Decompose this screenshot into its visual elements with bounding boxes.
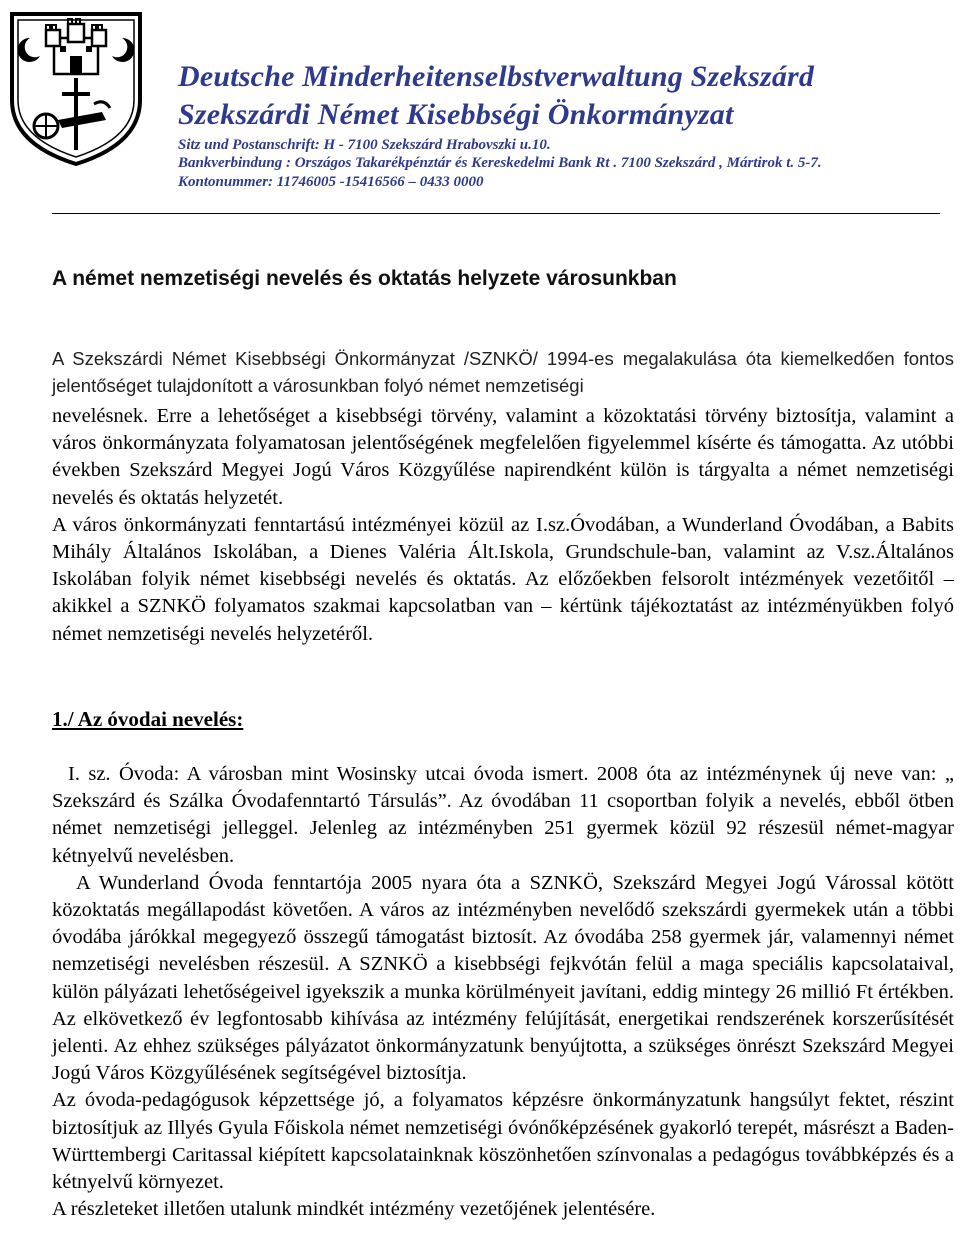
paragraph-kindergarten-3: Az óvoda-pedagógusok képzettsége jó, a folyamatos képzésre önkormányzatunk hangsúlyt fektet, részint biztosítjuk az Illyés Gyula Főiskola német nemzetiségi óvónőképzésének gyakorló terepét, másrészt a Baden-Württembergi Caritassal kiépített kapcsolatainknak köszönhetően színvonalas a pedagógus továbbképzés és a kétnyelvű környezet. [52, 1089, 954, 1194]
org-name-german: Deutsche Minderheitenselbstverwaltung Szekszárd [178, 60, 815, 93]
section-heading-kindergarten: 1./ Az óvodai nevelés: [52, 707, 244, 731]
org-name-hungarian: Szekszárdi Német Kisebbségi Önkormányzat [178, 98, 734, 131]
body-block-1 [52, 403, 954, 648]
header-divider [52, 213, 940, 214]
account-number: Kontonummer: 11746005 -15416566 – 0433 0000 [178, 174, 484, 190]
paragraph-2: A város önkormányzati fenntartású intézményei közül az I.sz.Óvodában, a Wunderland Óvodában, a Babits Mihály Általános Iskolában, a Dienes Valéria Ált.Iskola, Grundschule-ban, valamint az V.sz.Általános Iskolában folyik német kisebbségi nevelés és oktatás. Az előzőekben felsorolt intézmények vezetőitől – akikkel a SZNKÖ folyamatos szakmai kapcsolatban van – kértünk tájékoztatást az intézményükben folyó német nemzetiségi nevelés helyzetéről. [52, 513, 954, 645]
town-coat-of-arms-icon [6, 8, 146, 168]
paragraph-kindergarten-4: A részleteket illetően utalunk mindkét intézmény vezetőjének jelentésére. [52, 1198, 656, 1221]
postal-address: Sitz und Postanschrift: H - 7100 Szekszárd Hrabovszki u.10. [178, 137, 551, 153]
document-title: A német nemzetiségi nevelés és oktatás helyzete városunkban [52, 267, 677, 290]
paragraph-1: nevelésnek. Erre a lehetőséget a kisebbségi törvény, valamint a közoktatási törvény biztosítja, valamint a város önkormányzata folyamatosan jelentőségének megfelelően figyelemmel kísérte és támogatta. Az utóbbi években Szekszárd Megyei Jogú Város Közgyűlése napirendként külön is tárgyalta a német nemzetiségi nevelés és oktatás helyzetét. [52, 405, 954, 509]
intro-paragraph: A Szekszárdi Német Kisebbségi Önkormányzat /SZNKÖ/ 1994-es megalakulása óta kiemelkedően fontos jelentőséget tulajdonított a városunkban folyó német nemzetiségi [52, 348, 954, 396]
paragraph-kindergarten-1: I. sz. Óvoda: A városban mint Wosinsky utcai óvoda ismert. 2008 óta az intézménynek új neve van: „ Szekszárd és Szálka Óvodafenntartó Társulás”. Az óvodában 11 csoportban folyik a nevelés, ebből ötben német nemzetiségi jelleggel. Jelenleg az intézményben 251 gyermek közül 92 részesül német-magyar kétnyelvű nevelésben. [52, 763, 954, 867]
paragraph-kindergarten-2: A Wunderland Óvoda fenntartója 2005 nyara óta a SZNKÖ, Szekszárd Megyei Jogú Várossal kötött közoktatás megállapodást követően. A város az intézményben nevelődő szekszárdi gyermekek után a többi óvodába járókkal megegyező összegű támogatást biztosít. Az óvodába 258 gyermek jár, valamennyi német nemzetiségi nevelésben részesül. A SZNKÖ a kisebbségi fejkvótán felül a maga speciális kapcsolataival, külön pályázati lehetőségeivel igyekszik a munka körülményeit javítani, eddig mintegy 26 millió Ft értékben. Az elkövetkező év legfontosabb kihívása az intézmény felújítását, energetikai rendszerének korszerűsítését jelenti. Az ehhez szükséges pályázatot önkormányzatunk benyújtotta, a szükséges önrészt Szekszárd Megyei Jogú Város Közgyűlésének segítségével biztosítja. [52, 871, 954, 1085]
body-block-2 [52, 761, 954, 1223]
bank-details: Bankverbindung : Országos Takarékpénztár és Kereskedelmi Bank Rt . 7100 Szekszárd , Mártirok t. 5-7. [178, 155, 822, 171]
